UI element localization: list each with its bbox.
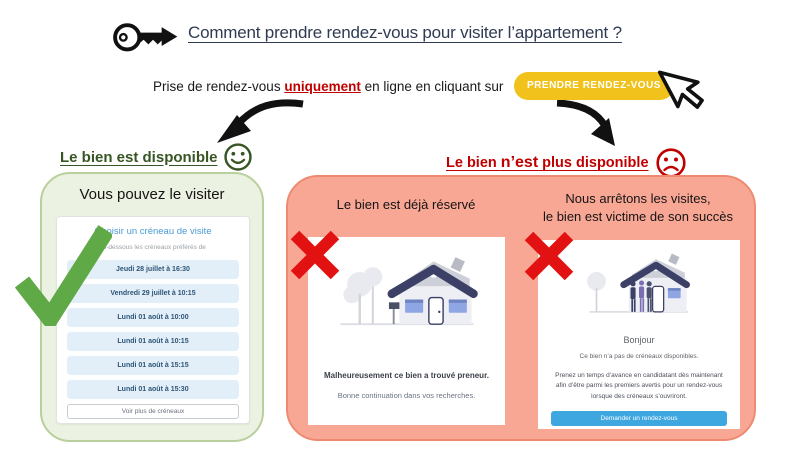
reserved-message-secondary: Bonne continuation dans vos recherches. xyxy=(337,391,476,400)
checkmark-icon xyxy=(14,220,112,326)
prendre-rendez-vous-button[interactable]: PRENDRE RENDEZ-VOUS xyxy=(514,72,674,100)
demander-rendez-vous-button[interactable]: Demander un rendez-vous xyxy=(551,411,727,426)
available-heading-label: Le bien est disponible xyxy=(60,148,218,166)
time-slot-button[interactable]: Lundi 01 août à 10:00 xyxy=(67,308,239,327)
x-mark-icon xyxy=(287,226,343,282)
subtitle-highlight: uniquement xyxy=(284,79,361,94)
success-paragraph: Prenez un temps d’avance en candidatant dès maintenant afin d’être parmi les premiers avertis pour un rendez-vous lorsque des créneaux s’ouvriront. xyxy=(555,372,723,400)
subtitle-text xyxy=(153,79,503,94)
subtitle-suffix: en ligne en cliquant sur xyxy=(360,79,504,94)
x-mark-icon xyxy=(521,227,577,283)
subtitle-prefix: Prise de rendez-vous xyxy=(153,79,285,94)
time-slot-button[interactable]: Lundi 01 août à 15:30 xyxy=(67,380,239,399)
unavailable-heading-prefix: Le bien xyxy=(446,155,501,171)
booking-widget-subtitle: Ci-dessous les créneaux préférés de xyxy=(100,244,206,251)
unavailable-heading-label xyxy=(446,154,649,172)
key-icon xyxy=(110,17,182,53)
reserved-message-primary: Malheureusement ce bien a trouvé preneur. xyxy=(324,371,489,380)
reserved-card-title: Le bien est déjà réservé xyxy=(336,197,476,212)
house-illustration xyxy=(331,250,483,330)
time-slot-button[interactable]: Jeudi 28 juillet à 16:30 xyxy=(67,260,239,279)
arrow-down-right-icon xyxy=(553,100,617,150)
more-slots-button[interactable]: Voir plus de créneaux xyxy=(67,404,239,419)
available-heading xyxy=(60,142,253,172)
booking-widget-title: Choisir un créneau de visite xyxy=(94,226,212,237)
success-status: Ce bien n’a pas de créneaux disponibles. xyxy=(579,353,699,360)
unavailable-heading-bold: n’est xyxy=(500,154,539,171)
happy-face-icon xyxy=(223,142,253,172)
time-slot-button[interactable]: Lundi 01 août à 10:15 xyxy=(67,332,239,351)
success-card-title xyxy=(520,190,756,225)
available-panel-title: Vous pouvez le visiter xyxy=(79,186,225,203)
house-queue-illustration xyxy=(569,249,709,317)
time-slot-button[interactable]: Lundi 01 août à 15:15 xyxy=(67,356,239,375)
success-card-title-line2: le bien est victime de son succès xyxy=(542,208,734,224)
success-card-title-line1: Nous arrêtons les visites, xyxy=(565,191,711,206)
success-greeting: Bonjour xyxy=(623,335,655,345)
unavailable-heading-suffix: plus disponible xyxy=(538,155,649,171)
time-slot-button[interactable]: Vendredi 29 juillet à 10:15 xyxy=(67,284,239,303)
page-title: Comment prendre rendez-vous pour visiter l’appartement ? xyxy=(188,23,622,42)
cursor-icon xyxy=(654,60,716,118)
